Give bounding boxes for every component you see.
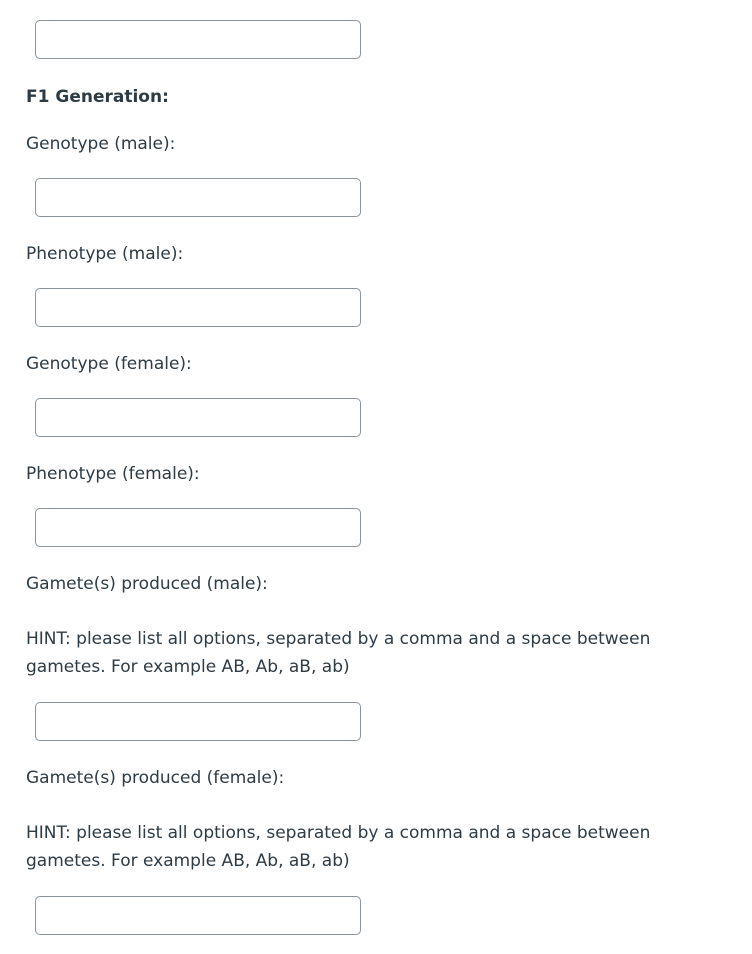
genotype-female-input[interactable] — [35, 398, 361, 437]
gametes-male-input[interactable] — [35, 702, 361, 741]
phenotype-male-label: Phenotype (male): — [26, 244, 184, 264]
genotype-female-label: Genotype (female): — [26, 354, 192, 374]
section-title-f1-generation: F1 Generation: — [26, 87, 169, 107]
gametes-female-hint — [26, 819, 726, 875]
gametes-male-hint — [26, 625, 726, 681]
genotype-male-input[interactable] — [35, 178, 361, 217]
gametes-female-hint-line1: HINT: please list all options, separated by a comma and a space between — [26, 823, 651, 843]
genotype-male-label: Genotype (male): — [26, 134, 176, 154]
phenotype-male-input[interactable] — [35, 288, 361, 327]
gametes-female-hint-line2: gametes. For example AB, Ab, aB, ab) — [26, 851, 350, 871]
gametes-female-input[interactable] — [35, 896, 361, 935]
top-answer-input[interactable] — [35, 20, 361, 59]
phenotype-female-input[interactable] — [35, 508, 361, 547]
gametes-female-label: Gamete(s) produced (female): — [26, 768, 285, 788]
gametes-male-label: Gamete(s) produced (male): — [26, 574, 268, 594]
gametes-male-hint-line2: gametes. For example AB, Ab, aB, ab) — [26, 657, 350, 677]
phenotype-female-label: Phenotype (female): — [26, 464, 200, 484]
gametes-male-hint-line1: HINT: please list all options, separated by a comma and a space between — [26, 629, 651, 649]
